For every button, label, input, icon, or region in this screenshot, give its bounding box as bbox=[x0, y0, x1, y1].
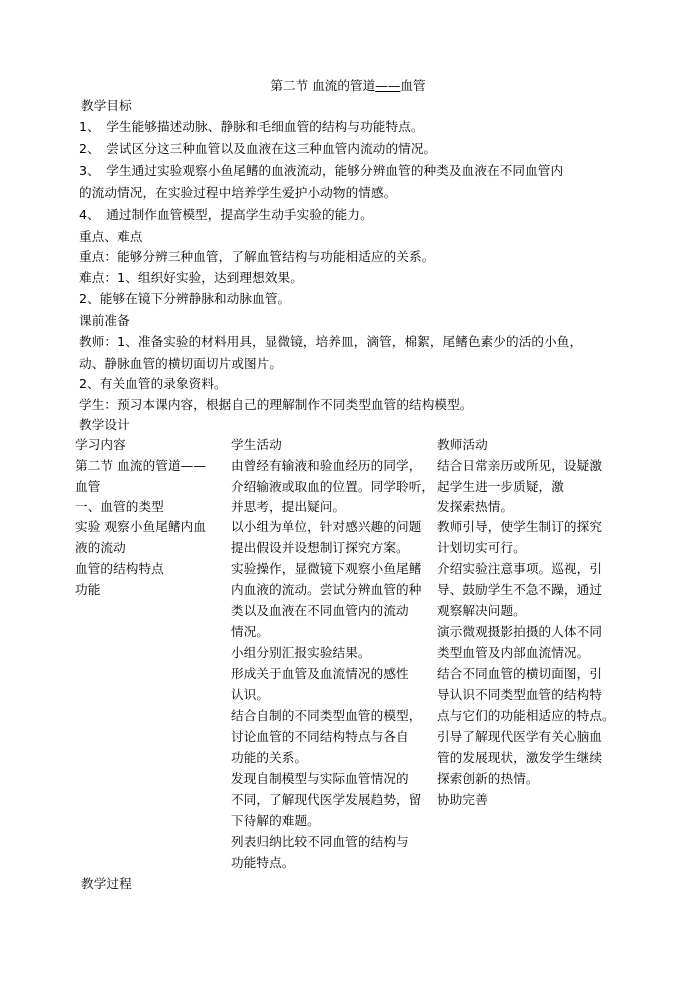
table-cell-student: 情况。 bbox=[231, 624, 270, 639]
document-title: 第二节 血流的管道——血管 bbox=[270, 78, 426, 93]
keypoint-item: 重点：能够分辨三种血管，了解血管结构与功能相适应的关系。 bbox=[79, 249, 435, 264]
table-cell-content: 实验 观察小鱼尾鳍内血 bbox=[75, 519, 207, 534]
table-cell-student: 提出假设并设想制订探究方案。 bbox=[231, 540, 409, 555]
table-cell-student: 认识。 bbox=[231, 687, 270, 702]
prep-item: 学生：预习本课内容，根据自己的理解制作不同类型血管的结构模型。 bbox=[79, 397, 473, 412]
table-cell-student: 结合自制的不同类型血管的模型， bbox=[231, 708, 422, 723]
table-cell-student: 功能的关系。 bbox=[231, 750, 308, 765]
table-cell-teacher: 点与它们的功能相适应的特点。 bbox=[437, 708, 615, 723]
table-header-content: 学习内容 bbox=[75, 437, 126, 452]
table-header-student: 学生活动 bbox=[231, 437, 282, 452]
table-cell-teacher: 结合不同血管的横切面图，引 bbox=[437, 666, 603, 681]
objective-item: 1、 学生能够描述动脉、静脉和毛细血管的结构与功能特点。 bbox=[79, 119, 424, 134]
objective-item: 3、 学生通过实验观察小鱼尾鳍的血液流动，能够分辨血管的种类及血液在不同血管内 bbox=[79, 163, 564, 178]
objective-item: 2、 尝试区分这三种血管以及血液在这三种血管内流动的情况。 bbox=[79, 141, 437, 156]
table-cell-student: 小组分别汇报实验结果。 bbox=[231, 645, 371, 660]
objective-item: 4、 通过制作血管模型，提高学生动手实验的能力。 bbox=[79, 207, 373, 222]
table-cell-content: 血管 bbox=[75, 479, 101, 494]
table-cell-content: 一、血管的类型 bbox=[75, 499, 164, 514]
table-cell-content: 第二节 血流的管道—— bbox=[75, 458, 207, 473]
table-cell-teacher: 观察解决问题。 bbox=[437, 603, 526, 618]
table-cell-teacher: 类型血管及内部血流情况。 bbox=[437, 645, 590, 660]
table-cell-teacher: 导、鼓励学生不急不躁，通过 bbox=[437, 582, 603, 597]
table-cell-teacher: 导认识不同类型血管的结构特 bbox=[437, 687, 603, 702]
table-cell-student: 发现自制模型与实际血管情况的 bbox=[231, 771, 409, 786]
table-cell-student: 列表归纳比较不同血管的结构与 bbox=[231, 834, 409, 849]
prep-item: 动、静脉血管的横切面切片或图片。 bbox=[79, 356, 283, 371]
table-cell-teacher: 介绍实验注意事项。巡视，引 bbox=[437, 561, 603, 576]
prep-heading: 课前准备 bbox=[79, 313, 130, 328]
table-cell-teacher: 起学生进一步质疑，激 bbox=[437, 479, 564, 494]
objectives-heading: 教学目标 bbox=[81, 98, 132, 113]
keypoint-item: 2、能够在镜下分辨静脉和动脉血管。 bbox=[79, 291, 291, 306]
table-cell-teacher: 演示微观摄影拍摄的人体不同 bbox=[437, 624, 603, 639]
table-cell-student: 并思考，提出疑问。 bbox=[231, 499, 346, 514]
table-cell-teacher: 引导了解现代医学有关心脑血 bbox=[437, 729, 603, 744]
table-cell-teacher: 发探索热情。 bbox=[437, 499, 514, 514]
table-cell-student: 不同，了解现代医学发展趋势，留 bbox=[231, 792, 422, 807]
keypoints-heading: 重点、难点 bbox=[79, 229, 143, 244]
table-cell-student: 介绍输液或取血的位置。同学聆听， bbox=[231, 479, 435, 494]
table-cell-student: 以小组为单位，针对感兴趣的问题 bbox=[231, 519, 422, 534]
table-cell-content: 血管的结构特点 bbox=[75, 561, 164, 576]
process-heading: 教学过程 bbox=[81, 876, 132, 891]
table-cell-content: 功能 bbox=[75, 582, 101, 597]
table-cell-teacher: 计划切实可行。 bbox=[437, 540, 526, 555]
table-cell-student: 形成关于血管及血流情况的感性 bbox=[231, 666, 409, 681]
prep-item: 2、有关血管的录象资料。 bbox=[79, 376, 227, 391]
table-cell-student: 类以及血液在不同血管内的流动 bbox=[231, 603, 409, 618]
keypoint-item: 难点：1、组织好实验，达到理想效果。 bbox=[79, 270, 303, 285]
table-cell-teacher: 管的发展现状，激发学生继续 bbox=[437, 750, 603, 765]
table-cell-student: 功能特点。 bbox=[231, 855, 295, 870]
table-header-teacher: 教师活动 bbox=[437, 437, 488, 452]
table-cell-teacher: 探索创新的热情。 bbox=[437, 771, 539, 786]
table-cell-student: 讨论血管的不同结构特点与各自 bbox=[231, 729, 409, 744]
table-cell-student: 实验操作，显微镜下观察小鱼尾鳍 bbox=[231, 561, 422, 576]
table-cell-teacher: 教师引导，使学生制订的探究 bbox=[437, 519, 603, 534]
table-cell-content: 液的流动 bbox=[75, 540, 126, 555]
objective-item: 的流动情况，在实验过程中培养学生爱护小动物的情感。 bbox=[79, 185, 397, 200]
design-heading: 教学设计 bbox=[79, 417, 130, 432]
table-cell-student: 内血液的流动。尝试分辨血管的种 bbox=[231, 582, 422, 597]
table-cell-student: 下待解的难题。 bbox=[231, 813, 320, 828]
table-cell-teacher: 协助完善 bbox=[437, 792, 488, 807]
prep-item: 教师：1、准备实验的材料用具，显微镜，培养皿，滴管，棉絮，尾鳍色素少的活的小鱼， bbox=[79, 334, 583, 349]
table-cell-teacher: 结合日常亲历或所见，设疑激 bbox=[437, 458, 603, 473]
table-cell-student: 由曾经有输液和验血经历的同学， bbox=[231, 458, 422, 473]
